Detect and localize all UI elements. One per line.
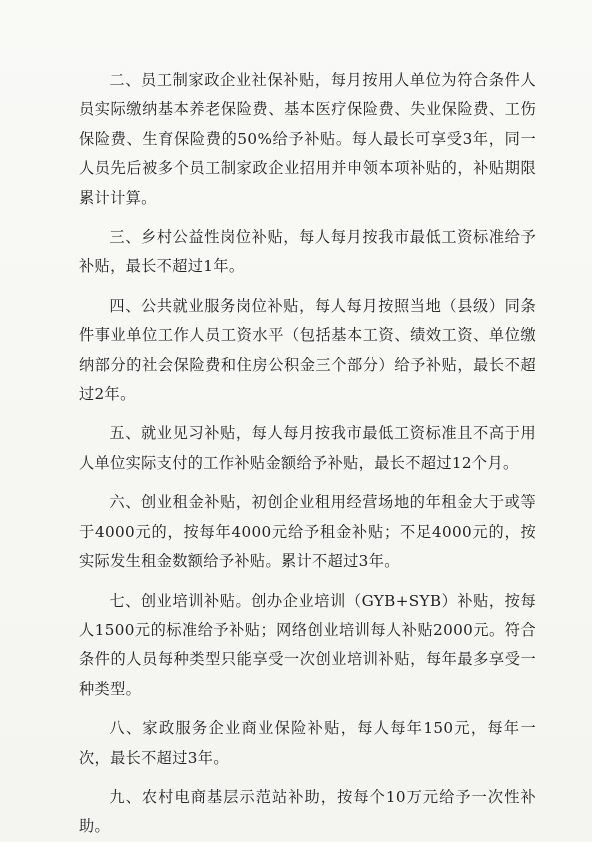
paragraph-social-insurance-subsidy: 二、员工制家政企业社保补贴，每月按用人单位为符合条件人员实际缴纳基本养老保险费、基本医疗保险费、失业保险费、工伤保险费、生育保险费的50%给予补贴。每人最长可享受3年，同一人员先后被多个员工制家政企业招用并申领本项补贴的，补贴期限累计计算。 — [79, 71, 536, 207]
paragraph-startup-training-subsidy: 七、创业培训补贴。创办企业培训（GYB+SYB）补贴，按每人1500元的标准给予补贴；网络创业培训每人补贴2000元。符合条件的人员每种类型只能享受一次创业培训补贴，每年最多享受一种类型。 — [79, 591, 536, 698]
paragraph-startup-rent-subsidy: 六、创业租金补贴，初创企业租用经营场地的年租金大于或等于4000元的，按每年4000元给予租金补贴；不足4000元的，按实际发生租金数额给予补贴。累计不超过3年。 — [79, 493, 536, 571]
paragraph-rural-public-post-subsidy: 三、乡村公益性岗位补贴，每人每月按我市最低工资标准给予补贴，最长不超过1年。 — [79, 228, 536, 276]
paragraph-rural-ecommerce-subsidy: 九、农村电商基层示范站补助，按每个10万元给予一次性补助。 — [79, 787, 536, 836]
paragraph-housekeeping-insurance-subsidy: 八、家政服务企业商业保险补贴，每人每年150元，每年一次，最长不超过3年。 — [79, 719, 536, 767]
paragraph-internship-subsidy: 五、就业见习补贴，每人每月按我市最低工资标准且不高于用人单位实际支付的工作补贴金额给予补贴，最长不超过12个月。 — [79, 424, 536, 472]
paragraph-public-employment-service-subsidy: 四、公共就业服务岗位补贴，每人每月按照当地（县级）同条件事业单位工作人员工资水平（包括基本工资、绩效工资、单位缴纳部分的社会保险费和住房公积金三个部分）给予补贴，最长不超过2年。 — [79, 296, 536, 404]
